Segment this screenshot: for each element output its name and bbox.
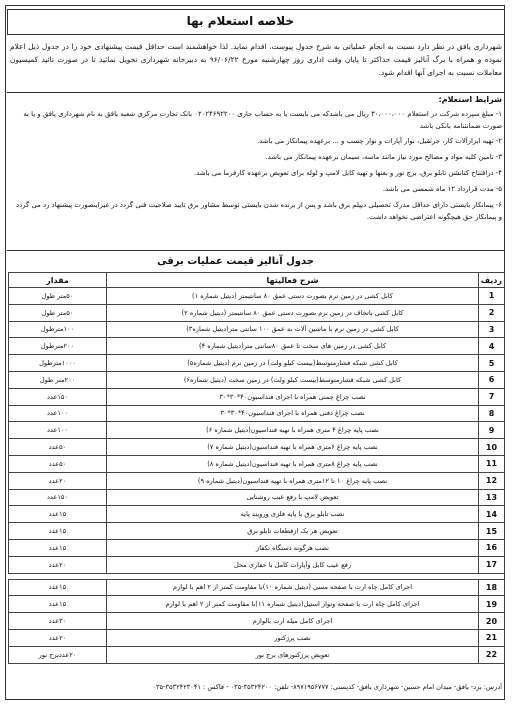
row-quantity: ۱۵عدد <box>9 579 107 596</box>
row-quantity: ۲۰عدد <box>9 472 107 489</box>
row-number: 13 <box>479 489 505 506</box>
row-number: 5 <box>479 355 505 372</box>
row-description: نصب تابلو برق با پایه فلزی ورویند پایه <box>107 506 479 523</box>
row-number: 20 <box>479 613 505 630</box>
row-quantity: ۲۰۰متر طول <box>9 371 107 388</box>
row-number: 7 <box>479 388 505 405</box>
table-row <box>9 489 505 506</box>
row-quantity: ۱۰۰مترطول <box>9 321 107 338</box>
address-footer: آدرس: یزد- یافق- میدان امام حسین- شهرداری یافق- کدپستی: ۸۹۷۱۹۵۶۷۷۷- تلفن: ۳۵۳۲۴۲۰۰-۰۳۵ - فاکس : ۳۵۳۲۴۲۳۰۴۱-۰۳۵ <box>152 683 502 691</box>
row-description: رفع عیب کابل وآپارات کامل با حفاری محل <box>107 556 479 573</box>
table-row <box>9 439 505 456</box>
row-quantity: ۳۰عدد <box>9 613 107 630</box>
table-row <box>9 455 505 472</box>
condition-item: ۵- مدت قرارداد ۱۲ ماه شمسی می باشد. <box>382 185 502 193</box>
row-quantity: ۵۰عدد <box>9 455 107 472</box>
row-description: نصب چراغ چمنی همراه با اجرای فنداسیون۴۰*۳۰*۳۰ <box>107 388 479 405</box>
table-row <box>9 646 505 663</box>
row-number: 18 <box>479 579 505 596</box>
conditions-title: شرایط استعلام: <box>438 95 502 104</box>
price-table <box>8 272 505 664</box>
row-quantity: ۱۰۰عدد <box>9 422 107 439</box>
row-number: 14 <box>479 506 505 523</box>
page-title: خلاصه استعلام بها <box>186 14 294 28</box>
row-number: 6 <box>479 371 505 388</box>
row-quantity: ۵۰متر طول <box>9 304 107 321</box>
row-quantity: ۲۰عددبرج نور <box>9 646 107 663</box>
header-quantity: مقدار <box>9 273 107 288</box>
table-row <box>9 422 505 439</box>
table-title: جدول آنالیز قیمت عملیات برقی <box>157 256 314 267</box>
table-row <box>9 338 505 355</box>
row-quantity: ۱۵عدد <box>9 506 107 523</box>
row-number: 22 <box>479 646 505 663</box>
table-header-row <box>9 273 505 288</box>
table-row <box>9 613 505 630</box>
row-number: 8 <box>479 405 505 422</box>
divider <box>7 250 505 251</box>
table-row <box>9 629 505 646</box>
row-description: تعویض پرژکتورهای برج نور <box>107 646 479 663</box>
row-quantity: ۵۰عدد <box>9 439 107 456</box>
table-row <box>9 371 505 388</box>
table-row <box>9 388 505 405</box>
row-quantity: ۲۰عدد <box>9 556 107 573</box>
row-quantity: ۱۵عدد <box>9 523 107 540</box>
row-number: 16 <box>479 539 505 556</box>
condition-item: ۳- تامین کلیه مواد و مصالح مورد نیاز مانند ماسه، سیمان برعهده پیمانکار می باشد. <box>265 153 502 161</box>
row-number: 12 <box>479 472 505 489</box>
intro-paragraph: شهرداری یافق در نظر دارد نسبت به انجام عملیاتی به شرح جدول پیوست، اقدام نماید. لذا خواهشمند است حداقل قیمت پیشنهادی خود را در جدول ذیل اعلام نموده و همراه با برگ آنالیز قیمت حداکثر تا پایان وقت اداری روز چهارشنبه مورخ ۹۶/۰۶/۲۲ به دبیرخانه شهرداری تحویل نمائید تا در صورت تائید کمیسیون معاملات نسبت به اجرای آنها اقدام شود. <box>10 42 503 77</box>
row-quantity: ۵۰متر طول <box>9 288 107 305</box>
row-description: کابل کشی شبکه فشارمتوسط(بیست کیلو ولت) در زمین نرم (دیتیل شماره۵) <box>107 355 479 372</box>
condition-item: ۴- درافتتاح کنانشن تابلو برق، برچ نور و بعنها و تهیه کابل لامپ و لوله برای تعویض برعهده کارفرما می باشد. <box>194 169 502 177</box>
row-description: نصب پایه چراغ ۴ متری همراه با تهیه فنداسیون(دیتیل شماره ۶) <box>107 422 479 439</box>
table-row <box>9 405 505 422</box>
row-number: 15 <box>479 523 505 540</box>
condition-item: ۲- تهیه ابزارآلات کار، جرثقیل، نوار آپارات و نوار چسب و ... برعهده پیمانکار می باشد. <box>256 137 502 145</box>
header-row-number: ردیف <box>479 273 505 288</box>
title-box <box>7 9 505 35</box>
table-row <box>9 288 505 305</box>
header-description: شرح فعالیتها <box>107 273 479 288</box>
row-number: 17 <box>479 556 505 573</box>
row-quantity: ۲۰۰مترطول <box>9 338 107 355</box>
row-quantity: ۱۵عدد <box>9 596 107 613</box>
row-quantity: ۱۵عدد <box>9 539 107 556</box>
row-description: کابل کشی باتخاف در زمین نرم بصورت دستی عمق ۸۰ سانتیمتر (دیتیل شماره ۲) <box>107 304 479 321</box>
table-row <box>9 523 505 540</box>
row-number: 9 <box>479 422 505 439</box>
row-description: تعویض لامپ با رفع عیب روشنایی <box>107 489 479 506</box>
table-row <box>9 472 505 489</box>
divider <box>7 92 505 93</box>
row-description: نصب هرگونه دستگاه تکفاز <box>107 539 479 556</box>
row-description: اجرای کامل میله ارت بالوازم <box>107 613 479 630</box>
condition-item: ۶- پیمانکار بایستی دارای حداقل مدرک تحصیلی دیپلم برق باشد و پس از برنده شدن بایستی توسط مشاور برق تایید صلاحیت فنی گردد در غیراینصورت پیشنهاد رد می گردد و پیمانکار حق هیچگونه اعتراضی نخواهد داشت. <box>16 201 502 221</box>
row-number: 4 <box>479 338 505 355</box>
row-quantity: ۲۰عدد <box>9 629 107 646</box>
row-number: 2 <box>479 304 505 321</box>
row-number: 21 <box>479 629 505 646</box>
row-number: 19 <box>479 596 505 613</box>
table-row <box>9 596 505 613</box>
row-quantity: ۱۰۰عدد <box>9 405 107 422</box>
row-description: نصب پایه چراغ ۸متری همراه با تهیه فنداسیون(دیتیل شماره ۸) <box>107 455 479 472</box>
condition-item: ۱- مبلغ سپرده شرکت در استعلام ۳۰،۰۰۰،۰۰۰ ریال می باشدکه می بایست یا به حساب جاری ۰۲۰۲۴۶۹۲۲۰۰ بانک تجارت مرکزی شعبه یافق به نام شهرداری یافق و یا به صورت ضمانتنامه بانکی باشد <box>23 110 502 130</box>
table-row <box>9 506 505 523</box>
row-description: تعویض هر یک ازقطعات تابلو برق <box>107 523 479 540</box>
row-description: اجرای کامل چاه ارت با صفحه مسی (دیتیل شماره ۱۰)با مقاومت کمتر از ۲ اهم با لوازم <box>107 579 479 596</box>
table-row <box>9 579 505 596</box>
row-number: 3 <box>479 321 505 338</box>
row-description: نصب چراغ دفنی همراه با اجرای فنداسیون۴۰*۳۰*۳۰ <box>107 405 479 422</box>
row-number: 10 <box>479 439 505 456</box>
row-quantity: ۱۵۰عدد <box>9 489 107 506</box>
row-number: 1 <box>479 288 505 305</box>
row-description: اجرای کامل چاه ارت با صفحه ونوار استیل(دیتیل شماره ۱۱)با مقاومت کمتر از ۲ اهم با لوازم <box>107 596 479 613</box>
row-description: کابل کشی در زمین های سخت تا عمق ۸۰سانتی متر(دیتیل شماره ۴) <box>107 338 479 355</box>
row-description: نصب پایه چراغ ۱۰ تا ۱۲متری همراه با تهیه فنداسیون(دیتیل شماره ۹) <box>107 472 479 489</box>
table-row <box>9 321 505 338</box>
table-row <box>9 539 505 556</box>
table-row <box>9 556 505 573</box>
row-description: کابل کشی در زمین نرم بصورت دستی عمق ۸۰ سانتیمتر (دیتیل شماره ۱) <box>107 288 479 305</box>
row-description: کابل کشی در زمین نرم با ماشین آلات به عمق ۱۰۰ سانتی متر(دیتیل شماره۳) <box>107 321 479 338</box>
row-quantity: ۱۵۰عدد <box>9 388 107 405</box>
row-number: 11 <box>479 455 505 472</box>
table-row <box>9 304 505 321</box>
row-description: نصب پرژکتور <box>107 629 479 646</box>
row-quantity: ۱۰۰۰مترطول <box>9 355 107 372</box>
table-row <box>9 355 505 372</box>
row-description: کابل کشی شبکه فشارمتوسط(بیست کیلو ولت) در زمین سخت (دیتیل شماره۶) <box>107 371 479 388</box>
row-description: نصب پایه چراغ ۶متری همراه با تهیه فنداسیون(دیتیل شماره ۷) <box>107 439 479 456</box>
